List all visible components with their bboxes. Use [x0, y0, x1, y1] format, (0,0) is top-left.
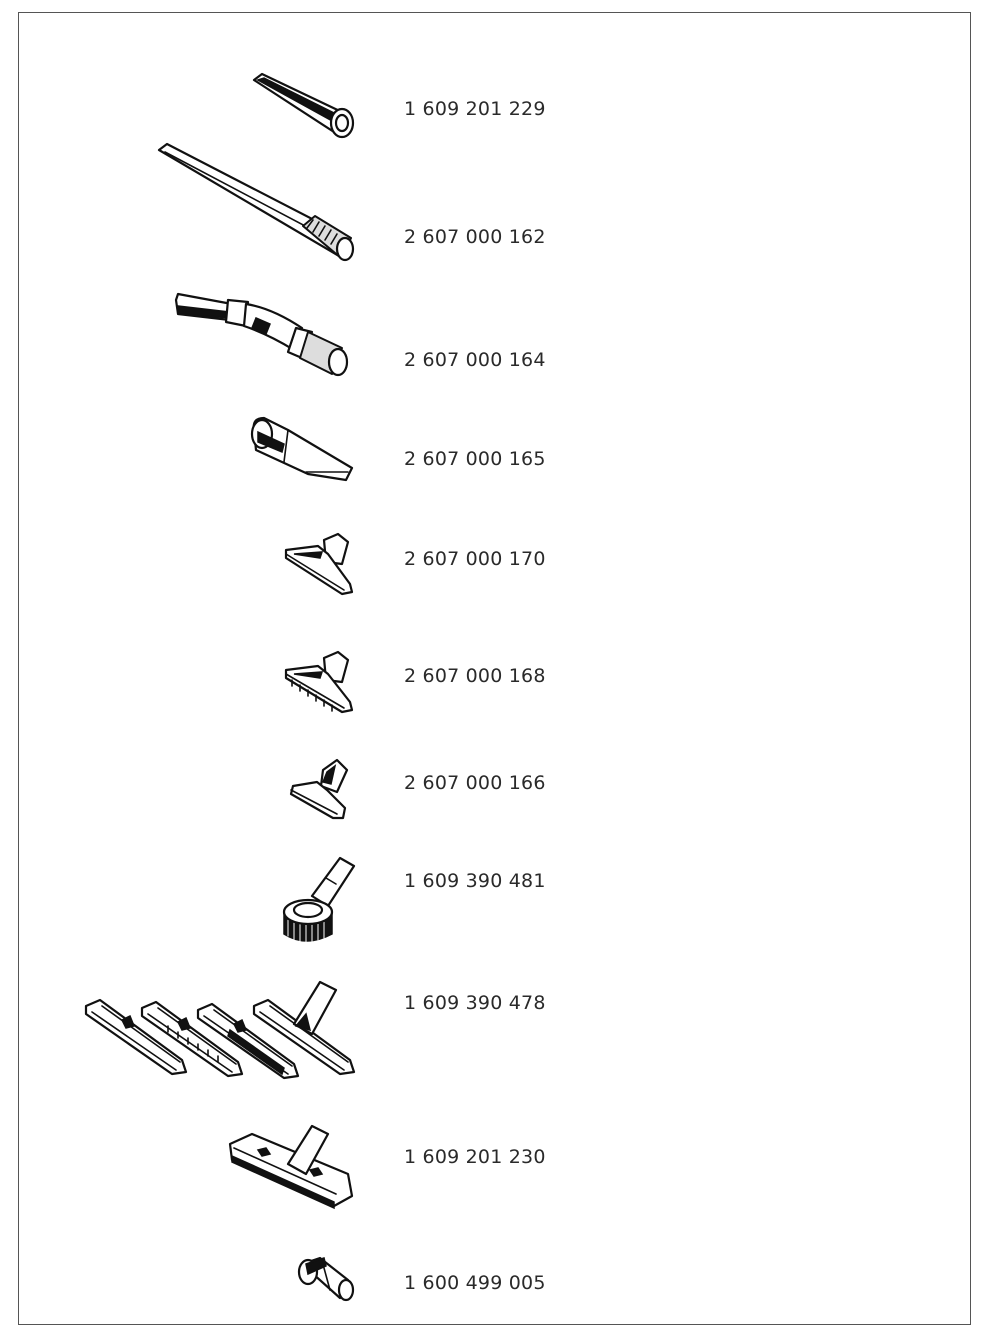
small-nozzle-icon — [287, 756, 357, 822]
part-code: 1 609 201 229 — [404, 98, 546, 120]
part-code: 1 609 201 230 — [404, 1146, 546, 1168]
tapered-tube-icon — [250, 70, 360, 145]
part-code: 1 609 390 481 — [404, 870, 546, 892]
curved-handle-icon — [172, 292, 357, 384]
part-code: 2 607 000 165 — [404, 448, 546, 470]
part-code: 1 600 499 005 — [404, 1272, 546, 1294]
part-code: 2 607 000 168 — [404, 665, 546, 687]
adapter-sleeve-icon — [294, 1254, 358, 1306]
part-code: 2 607 000 170 — [404, 548, 546, 570]
crevice-nozzle-icon — [248, 414, 358, 484]
upholstery-nozzle-icon — [280, 532, 360, 597]
part-code: 2 607 000 166 — [404, 772, 546, 794]
round-brush-icon — [278, 856, 360, 948]
part-code: 2 607 000 162 — [404, 226, 546, 248]
part-code: 1 609 390 478 — [404, 992, 546, 1014]
upholstery-nozzle-brush-icon — [280, 650, 360, 716]
extension-tube-icon — [155, 142, 360, 272]
wide-floor-nozzle-icon — [226, 1122, 358, 1214]
part-code: 2 607 000 164 — [404, 349, 546, 371]
floor-nozzle-set-icon — [82, 978, 362, 1086]
